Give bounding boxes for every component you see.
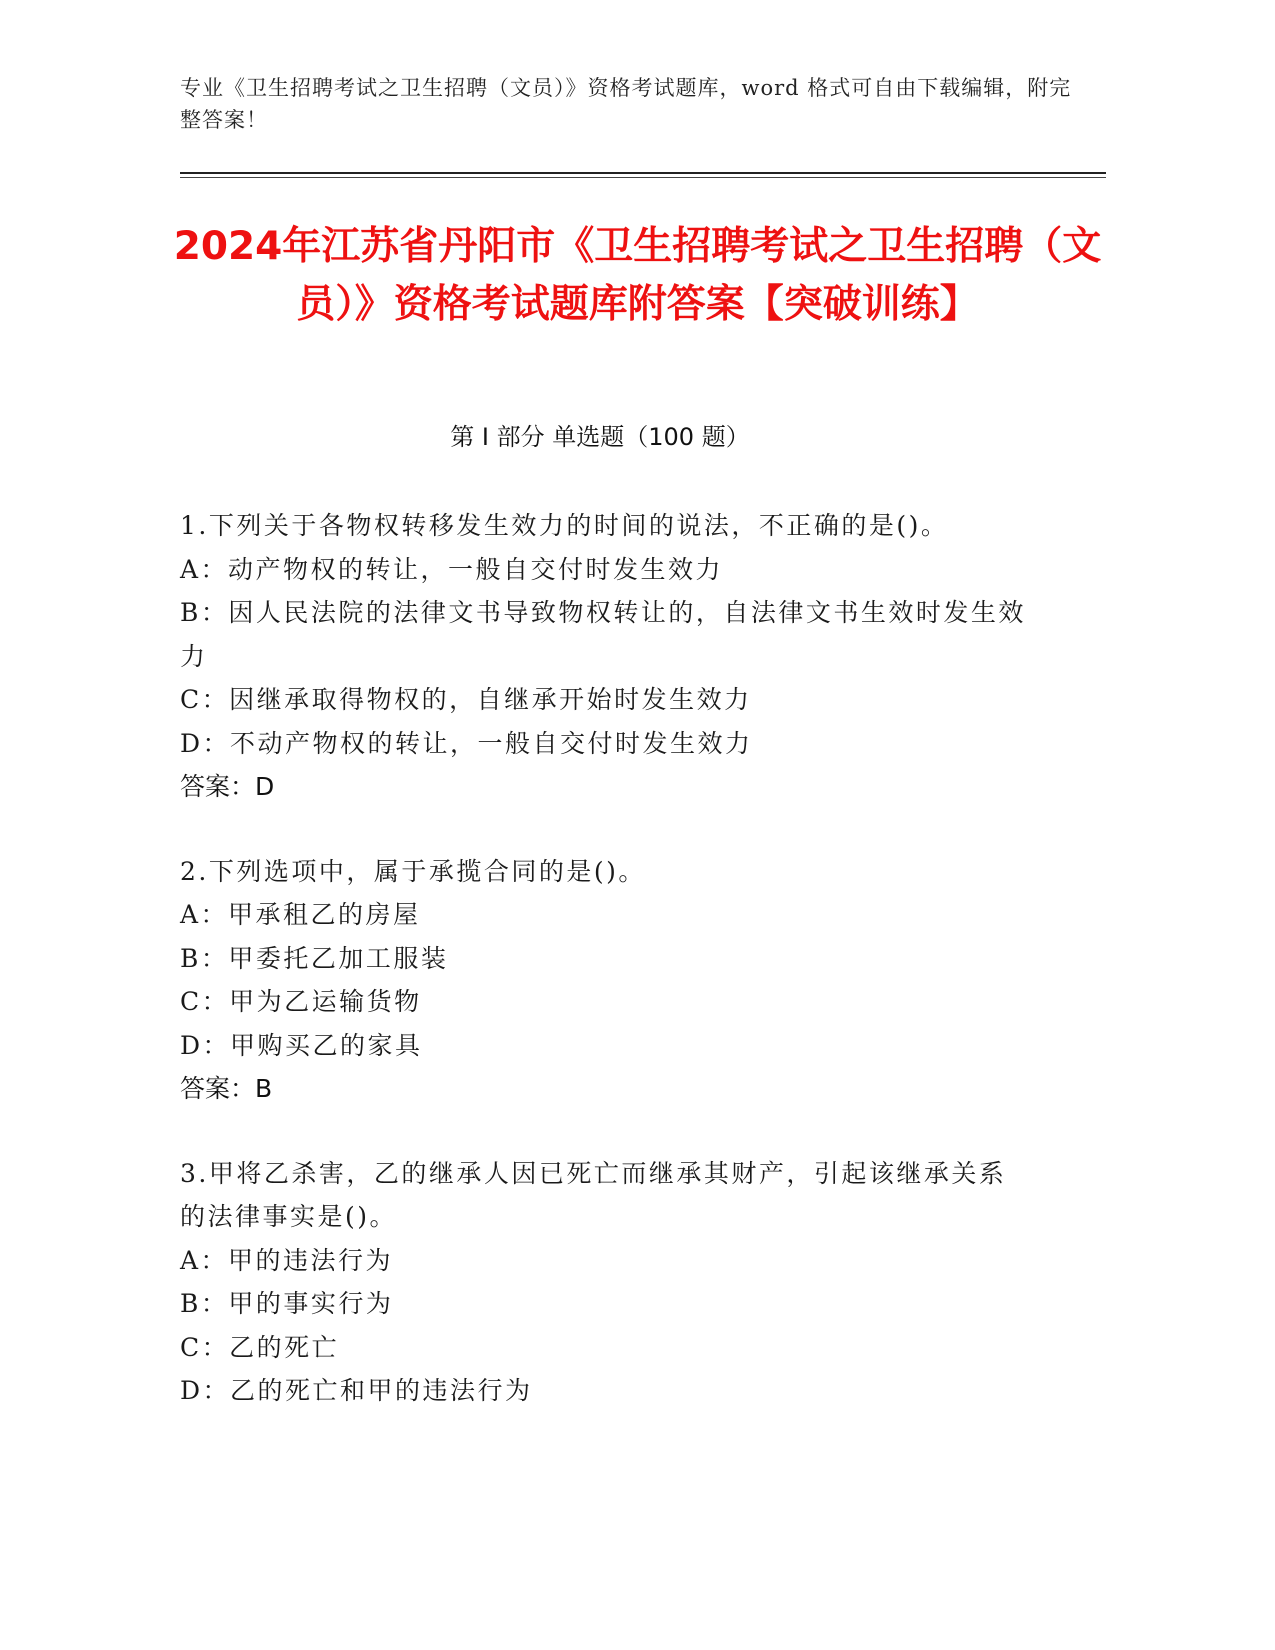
option-d: D：乙的死亡和甲的违法行为: [180, 1376, 533, 1405]
header-divider-thick: [180, 172, 1106, 174]
question-1: [180, 504, 1030, 809]
option-d: D：不动产物权的转让，一般自交付时发生效力: [180, 728, 753, 758]
option-a: A：甲的违法行为: [180, 1245, 394, 1275]
option-a: A：甲承租乙的房屋: [180, 900, 421, 929]
section-title: 第 I 部分 单选题（100 题）: [450, 423, 750, 451]
option-b: B：甲的事实行为: [180, 1289, 394, 1318]
option-c: C：乙的死亡: [180, 1332, 340, 1362]
header-divider-thin: [180, 177, 1106, 178]
option-b: B：因人民法院的法律文书导致物权转让的，自法律文书生效时发生效力: [180, 598, 1026, 671]
option-d: D：甲购买乙的家具: [180, 1030, 423, 1060]
question-stem: 1.下列关于各物权转移发生效力的时间的说法，不正确的是()。: [180, 511, 949, 540]
answer-line: 答案：D: [180, 772, 275, 801]
option-c: C：甲为乙运输货物: [180, 987, 422, 1016]
question-stem: 2.下列选项中，属于承揽合同的是()。: [180, 856, 646, 886]
answer-line: 答案：B: [180, 1074, 273, 1103]
option-a: A：动产物权的转让，一般自交付时发生效力: [180, 554, 724, 584]
question-2: [180, 850, 1030, 1111]
option-c: C：因继承取得物权的，自继承开始时发生效力: [180, 685, 752, 714]
question-3: [180, 1152, 1030, 1413]
question-stem: 3.甲将乙杀害，乙的继承人因已死亡而继承其财产，引起该继承关系的法律事实是()。: [180, 1158, 1007, 1231]
document-title: 2024年江苏省丹阳市《卫生招聘考试之卫生招聘（文员）》资格考试题库附答案【突破训练】: [173, 224, 1102, 327]
header-note: 专业《卫生招聘考试之卫生招聘（文员）》资格考试题库，word 格式可自由下载编辑，附完整答案！: [180, 76, 1072, 132]
question-list: [180, 504, 1030, 1454]
option-b: B：甲委托乙加工服装: [180, 943, 449, 973]
